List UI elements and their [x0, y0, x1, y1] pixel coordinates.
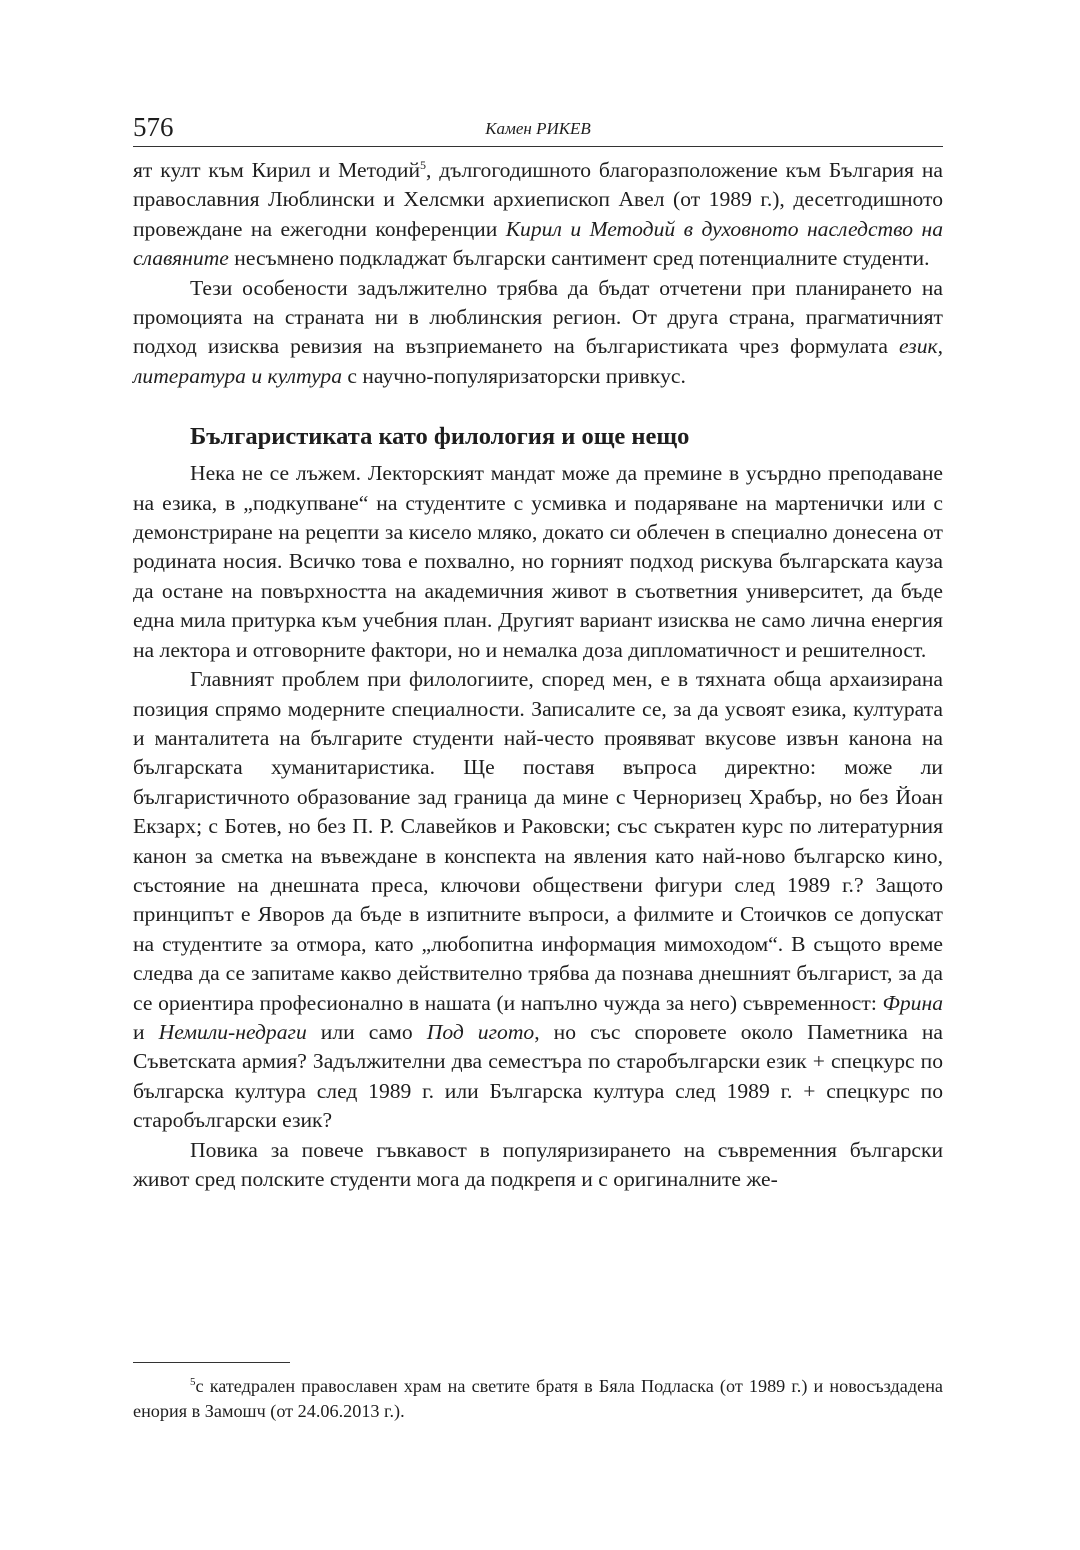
paragraph-3: Нека не се лъжем. Лекторският мандат може да премине в усърдно преподаване на езика, в „подкупване“ на студентите с усмивка и подаряване на мартенички или с демонстриране на рецепти за кисело мляко, докато си облечен в специално донесена от родината носия. Всичко това е похвално, но горният подход рискува българската кауза да остане на повърхността на академичния живот в съответния университет, да бъде една мила притурка към учебния план. Другият вариант изисква не само лична енергия на лектора и отговорните фактори, но и немалка доза дипломатичност и решителност. [133, 461, 943, 662]
footnote-reference: 5 [420, 158, 426, 172]
footnote-text: с катедрален православен храм на светите братя в Бяла Подласка (от 1989 г.) и новосъздадена енория в Замошч (от 24.06.2013 г.). [133, 1376, 943, 1421]
title-frina: Фрина [882, 990, 943, 1015]
title-nemili-nedragi: Немили-недраги [158, 1019, 307, 1044]
footnote-separator [133, 1362, 290, 1363]
paragraph-4: Главният проблем при филологиите, според мен, е в тяхната обща архаизирана позиция спрямо модерните специалности. Записалите се, за да усвоят езика, културата и манталитета на българите студенти най-често проявяват вкусове извън канона на българската хуманитаристика. Ще поставя въпроса директно: може ли българистичното образование зад граница да мине с Черноризец Храбър, но без Йоан Екзарх; с Ботев, но без П. Р. Славейков и Раковски; със съкратен курс по литературния канон за сметка на въвеждане в конспекта на явления като най-ново българско кино, състояние на днешната преса, ключови обществени фигури след 1989 г.? Защото принципът е Яворов да бъде в изпитните въпроси, а филмите и Стоичков се допускат на студентите за отмора, като „любопитна информация мимоходом“. В същото време следва да се запитаме какво действително трябва да познава днешният българист, за да се ориентира професионално в нашата (и напълно чужда за него) съвременност: Фрина и Немили-недраги или само Под игото, но със споровете около Паметника на Съветската армия? Задължителни два семестъра по старобългарски език + спецкурс по българска култура след 1989 г. или Българска култура след 1989 г. + спецкурс по старобългарски език? [133, 667, 943, 1133]
conference-title: Кирил и Методий в духовното наследство на славяните [133, 216, 943, 271]
page-number: 576 [133, 112, 174, 142]
page-header [133, 110, 943, 147]
paragraph-1: ят култ към Кирил и Методий$^5$, дългогодишното благоразположение към България на православния Люблински и Хелсмки архиепископ Авел (от 1989 г.), десетгодишното провеждане на ежегодни конференции Кирил и Методий в духовното наследство на славяните несъмнено подкладжат български сантимент сред потенциалните студенти. [133, 158, 943, 271]
running-head-author: Камен РИКЕВ [485, 119, 591, 138]
paragraph-2: Тези особености задължително трябва да бъдат отчетени при планирането на промоцията на страната ни в люблинския регион. От друга страна, прагматичният подход изисква ревизия на възприемането на българистиката чрез формулата език, литература и култура с научно-популяризаторски привкус. [133, 275, 943, 388]
section-heading: Българистиката като филология и още нещо [190, 423, 690, 451]
title-pod-igoto: Под игото [426, 1019, 535, 1044]
paragraph-5: Повика за повече гъвкавост в популяризирането на съвременния български живот сред полските студенти мога да подкрепя и с оригиналните же- [133, 1137, 943, 1191]
body-text [133, 156, 943, 1194]
formula-italic: език, литература и култура [133, 334, 943, 388]
footnote-number: 5 [190, 1376, 196, 1388]
footnote [133, 1374, 943, 1424]
